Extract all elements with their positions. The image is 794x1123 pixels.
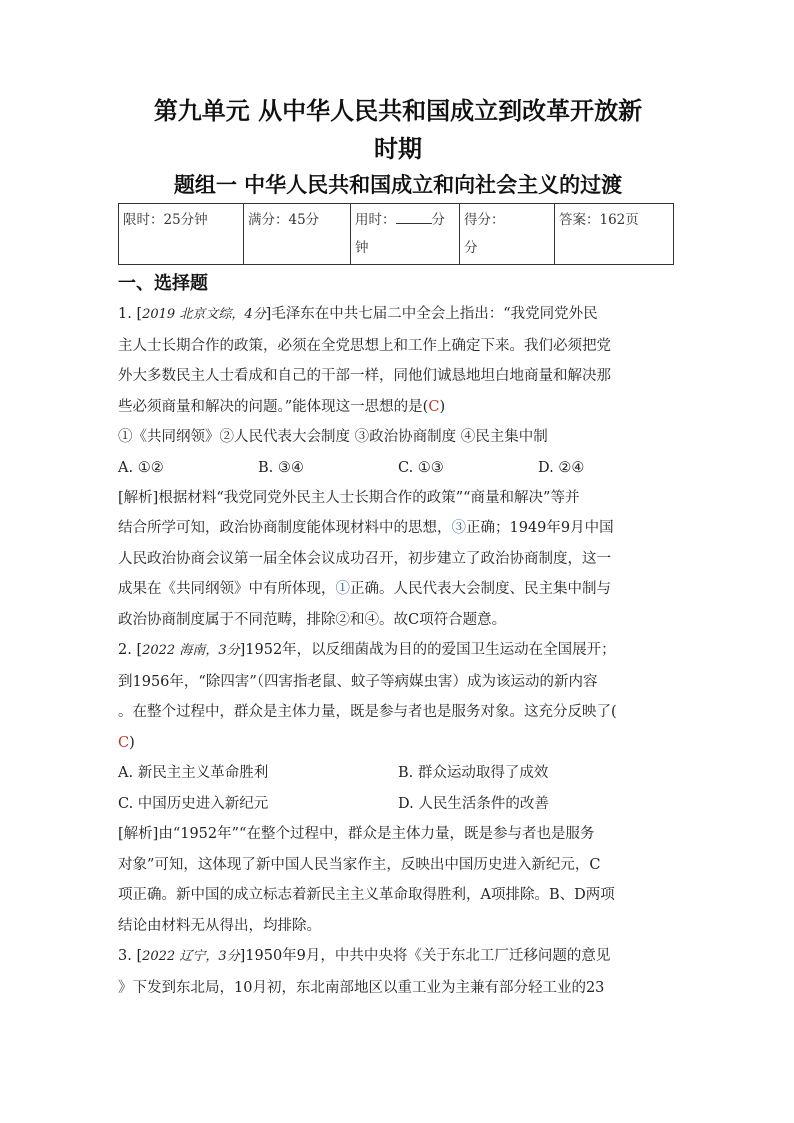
score-unit: 分 <box>464 240 478 256</box>
question-3 <box>118 941 678 1003</box>
question-1 <box>118 299 678 635</box>
q2-analysis-line2: 对象”可知，这体现了新中国人民当家作主，反映出中国历史进入新纪元，C <box>118 856 601 873</box>
q2-analysis-line1: [解析]由“1952年”“在整个过程中，群众是主体力量，既是参与者也是服务 <box>118 826 595 842</box>
q2-text-line2: 到1956年，“除四害”（四害指老鼠、蚊子等病媒虫害）成为该运动的新内容 <box>118 673 598 690</box>
q1-analysis <box>118 483 678 636</box>
q2-text-line3: 。在整个过程中，群众是主体力量，既是参与者也是服务对象。这充分反映了( <box>118 704 617 720</box>
q1-analysis-line1: [解析]根据材料“我党同党外民主人士长期合作的政策”“商量和解决”等并 <box>118 489 580 506</box>
q3-source: 2022 辽宁，3分 <box>142 949 240 964</box>
q1-stem <box>118 299 678 422</box>
answer-page-cell: 答案：162页 <box>555 204 674 265</box>
q2-answer: C <box>118 734 130 751</box>
q1-source: 2019 北京文综，4分 <box>142 307 266 322</box>
q1-analysis-line5: 政治协商制度属于不同范畴，排除②和④。故C项符合题意。 <box>118 611 507 628</box>
time-limit-cell: 限时：25分钟 <box>119 204 244 265</box>
q1-option-a[interactable]: A. ①② <box>118 459 164 476</box>
q2-option-b[interactable]: B. 群众运动取得了成效 <box>398 765 549 781</box>
q1-analysis-line2: 结合所学可知，政治协商制度能体现材料中的思想， <box>118 520 452 536</box>
q2-option-c[interactable]: C. 中国历史进入新纪元 <box>118 795 269 812</box>
q1-analysis-line4-end: 正确。人民代表大会制度、民主集中制与 <box>350 581 611 597</box>
unit-title <box>118 92 678 168</box>
score-cell <box>460 204 555 265</box>
q2-analysis-line3: 项正确。新中国的成立标志着新民主主义革命取得胜利，A项排除。B、D两项 <box>118 887 615 903</box>
q1-number: 1. [ <box>118 306 143 322</box>
unit-title-line2: 时期 <box>374 135 422 163</box>
q2-options-row2 <box>118 789 678 820</box>
q2-source: 2022 海南，3分 <box>142 643 240 658</box>
section-title: 一、选择题 <box>118 273 208 294</box>
time-used-suffix: 分钟 <box>355 212 445 256</box>
q1-analysis-line4: 成果在《共同纲领》中有所体现， <box>118 581 336 597</box>
time-used-prefix: 用时： <box>355 212 396 228</box>
q3-number: 3. [ <box>118 948 143 964</box>
score-label: 得分： <box>464 212 505 228</box>
document-page <box>118 92 678 1003</box>
full-score-cell: 满分：45分 <box>244 204 351 265</box>
q2-text-line1: ]1952年，以反细菌战为目的的爱国卫生运动在全国展开； <box>239 642 616 658</box>
q1-text-line4: 些必须商量和解决的问题。”能体现这一思想的是( <box>118 398 429 415</box>
q1-options <box>118 453 678 483</box>
time-used-cell <box>351 204 460 265</box>
q2-analysis <box>118 819 678 941</box>
info-table <box>118 203 674 265</box>
q2-number: 2. [ <box>118 642 143 658</box>
q3-stem <box>118 941 678 1003</box>
q1-option-c[interactable]: C. ①③ <box>398 459 444 476</box>
q1-analysis-mark-1: ① <box>335 581 350 597</box>
q1-close-paren: ) <box>439 398 446 415</box>
q2-option-d[interactable]: D. 人民生活条件的改善 <box>398 795 549 812</box>
q1-analysis-line2-end: 正确；1949年9月中国 <box>466 520 614 536</box>
q2-close-paren: ) <box>129 734 135 751</box>
q1-analysis-mark-3: ③ <box>451 520 466 536</box>
unit-title-line1: 第九单元 从中华人民共和国成立到改革开放新 <box>153 97 643 125</box>
q2-stem <box>118 635 678 758</box>
q2-option-a[interactable]: A. 新民主主义革命胜利 <box>118 765 269 781</box>
q2-analysis-line4: 结论由材料无从得出，均排除。 <box>118 917 321 934</box>
question-2 <box>118 635 678 941</box>
time-used-blank[interactable] <box>396 209 432 224</box>
q3-text-line2: 》下发到东北局，10月初，东北南部地区以重工业为主兼有部分轻工业的23 <box>118 979 605 996</box>
q1-items: ①《共同纲领》②人民代表大会制度 ③政治协商制度 ④民主集中制 <box>118 429 548 445</box>
q1-option-d[interactable]: D. ②④ <box>538 459 585 476</box>
group-subtitle: 题组一 中华人民共和国成立和向社会主义的过渡 <box>173 173 623 197</box>
q3-text-line1: ]1950年9月，中共中央将《关于东北工厂迁移问题的意见 <box>239 948 611 964</box>
q1-option-b[interactable]: B. ③④ <box>258 459 304 476</box>
q1-text-line3: 外大多数民主人士看成和自己的干部一样，同他们诚恳地坦白地商量和解决那 <box>118 368 611 384</box>
q2-options-row1 <box>118 758 678 789</box>
q1-text-line1: ]毛泽东在中共七届二中全会上指出：“我党同党外民 <box>265 306 598 322</box>
q1-answer: C <box>428 398 440 415</box>
q1-text-line2: 主人士长期合作的政策，必须在全党思想上和工作上确定下来。我们必须把党 <box>118 337 611 354</box>
q1-analysis-line3: 人民政治协商会议第一届全体会议成功召开，初步建立了政治协商制度，这一 <box>118 550 611 567</box>
